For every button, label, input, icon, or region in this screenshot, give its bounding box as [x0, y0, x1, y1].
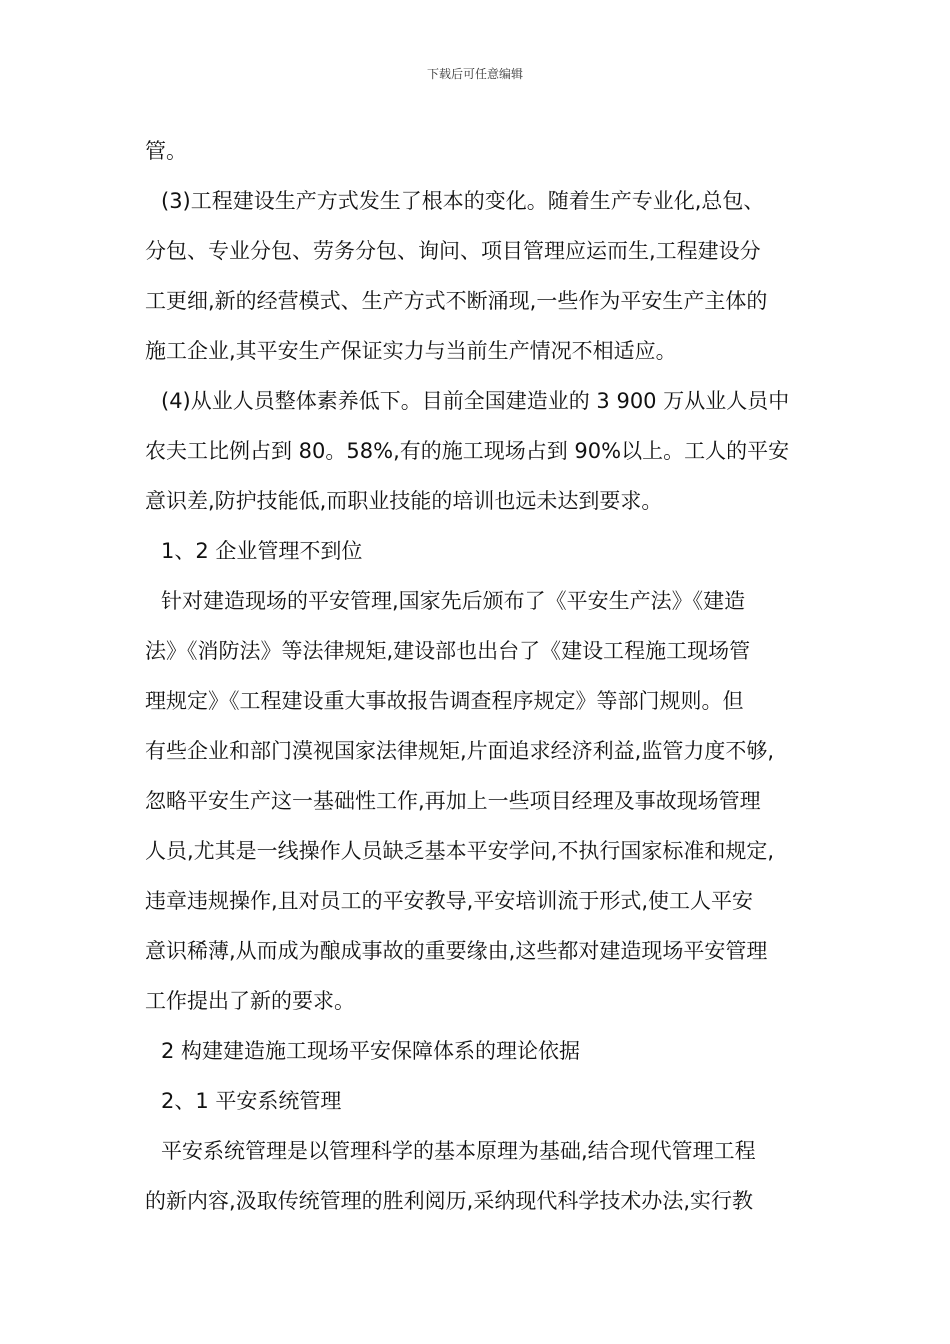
text-line: 法》《消防法》等法律规矩,建设部也出台了《建设工程施工现场管 — [145, 639, 751, 663]
page-header: 下载后可任意编辑 — [426, 67, 523, 81]
text-line: 的新内容,汲取传统管理的胜利阅历,采纳现代科学技术办法,实行教 — [145, 1189, 754, 1213]
text-line: 人员,尤其是一线操作人员缺乏基本平安学问,不执行国家标准和规定, — [145, 839, 775, 863]
text-line: 意识差,防护技能低,而职业技能的培训也远未达到要求。 — [145, 489, 663, 513]
text-line: 分包、专业分包、劳务分包、询问、项目管理应运而生,工程建设分 — [145, 239, 761, 263]
text-line: (3)工程建设生产方式发生了根本的变化。随着生产专业化,总包、 — [161, 189, 765, 213]
text-line: 意识稀薄,从而成为酿成事故的重要缘由,这些都对建造现场平安管理 — [145, 939, 768, 963]
text-line: 工作提出了新的要求。 — [145, 989, 355, 1013]
text-line: 1、2 企业管理不到位 — [161, 539, 363, 563]
document-body — [145, 126, 813, 1226]
text-line: 农夫工比例占到 80。58%,有的施工现场占到 90%以上。工人的平安 — [145, 439, 790, 463]
text-line: 2 构建建造施工现场平安保障体系的理论依据 — [161, 1039, 581, 1063]
text-line: 有些企业和部门漠视国家法律规矩,片面追求经济利益,监管力度不够, — [145, 739, 775, 763]
text-line: 施工企业,其平安生产保证实力与当前生产情况不相适应。 — [145, 339, 677, 363]
text-line: 违章违规操作,且对员工的平安教导,平安培训流于形式,使工人平安 — [145, 889, 754, 913]
text-line: 2、1 平安系统管理 — [161, 1089, 342, 1113]
text-line: 理规定》《工程建设重大事故报告调查程序规定》等部门规则。但 — [145, 689, 744, 713]
text-line: 针对建造现场的平安管理,国家先后颁布了《平安生产法》《建造 — [161, 589, 746, 613]
text-line: 管。 — [145, 139, 187, 163]
text-line: (4)从业人员整体素养低下。目前全国建造业的 3 900 万从业人员中 — [161, 389, 790, 413]
text-line: 工更细,新的经营模式、生产方式不断涌现,一些作为平安生产主体的 — [145, 289, 768, 313]
text-line: 忽略平安生产这一基础性工作,再加上一些项目经理及事故现场管理 — [145, 789, 761, 813]
text-line: 平安系统管理是以管理科学的基本原理为基础,结合现代管理工程 — [161, 1139, 756, 1163]
